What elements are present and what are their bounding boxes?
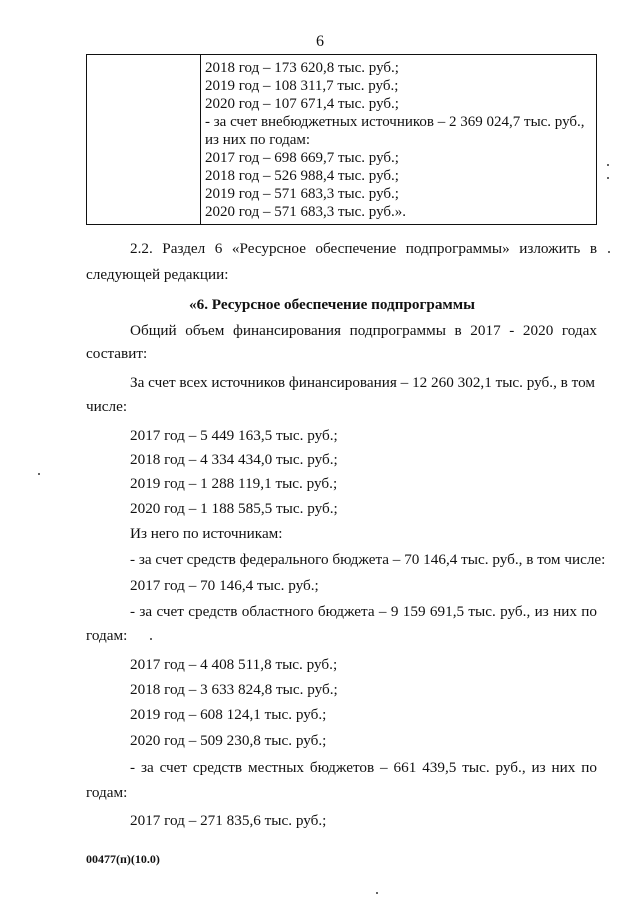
all-sources-line1: За счет всех источников финансирования – 12 260 302,1 тыс. руб., в том bbox=[130, 374, 595, 391]
funding-table bbox=[86, 54, 597, 225]
table-line: 2018 год – 526 988,4 тыс. руб.; bbox=[205, 168, 399, 184]
scan-speck bbox=[150, 638, 152, 640]
regional-budget-line2: годам: bbox=[86, 627, 128, 644]
local-budget-line2: годам: bbox=[86, 784, 128, 801]
intro-paragraph-line2: следующей редакции: bbox=[86, 266, 229, 283]
table-line: - за счет внебюджетных источников – 2 369 024,7 тыс. руб., bbox=[205, 114, 585, 130]
federal-budget-line: - за счет средств федерального бюджета – 70 146,4 тыс. руб., в том числе: bbox=[130, 551, 606, 568]
section-title: «6. Ресурсное обеспечение подпрограммы bbox=[189, 296, 475, 313]
table-line: 2020 год – 571 683,3 тыс. руб.». bbox=[205, 204, 407, 220]
by-sources-heading: Из него по источникам: bbox=[130, 525, 283, 542]
table-line: 2019 год – 108 311,7 тыс. руб.; bbox=[205, 78, 399, 94]
all-sources-line2: числе: bbox=[86, 398, 128, 415]
year-amount-line: 2019 год – 1 288 119,1 тыс. руб.; bbox=[130, 475, 338, 492]
year-amount-line: 2018 год – 3 633 824,8 тыс. руб.; bbox=[130, 681, 338, 698]
scan-speck bbox=[38, 473, 40, 475]
table-left-cell bbox=[87, 55, 201, 224]
year-amount-line: 2017 год – 271 835,6 тыс. руб.; bbox=[130, 812, 327, 829]
table-line: 2020 год – 107 671,4 тыс. руб.; bbox=[205, 96, 399, 112]
scan-speck bbox=[608, 251, 610, 253]
regional-budget-line1: - за счет средств областного бюджета – 9 159 691,5 тыс. руб., из них по bbox=[130, 603, 597, 620]
table-right-cell bbox=[205, 59, 597, 221]
table-line: 2018 год – 173 620,8 тыс. руб.; bbox=[205, 60, 399, 76]
table-line: 2019 год – 571 683,3 тыс. руб.; bbox=[205, 186, 399, 202]
table-line: 2017 год – 698 669,7 тыс. руб.; bbox=[205, 150, 399, 166]
year-amount-line: 2017 год – 4 408 511,8 тыс. руб.; bbox=[130, 656, 338, 673]
year-amount-line: 2017 год – 5 449 163,5 тыс. руб.; bbox=[130, 427, 338, 444]
page-number: 6 bbox=[316, 33, 324, 50]
total-funding-line2: составит: bbox=[86, 345, 148, 362]
year-amount-line: 2020 год – 1 188 585,5 тыс. руб.; bbox=[130, 500, 338, 517]
intro-paragraph-line1: 2.2. Раздел 6 «Ресурсное обеспечение подпрограммы» изложить в bbox=[130, 240, 597, 257]
local-budget-line1: - за счет средств местных бюджетов – 661 439,5 тыс. руб., из них по bbox=[130, 759, 597, 776]
scan-speck bbox=[376, 892, 378, 894]
year-amount-line: 2020 год – 509 230,8 тыс. руб.; bbox=[130, 732, 327, 749]
table-line: из них по годам: bbox=[205, 132, 311, 148]
year-amount-line: 2017 год – 70 146,4 тыс. руб.; bbox=[130, 577, 319, 594]
scan-speck bbox=[607, 177, 609, 179]
year-amount-line: 2018 год – 4 334 434,0 тыс. руб.; bbox=[130, 451, 338, 468]
document-code: 00477(п)(10.0) bbox=[86, 852, 160, 866]
year-amount-line: 2019 год – 608 124,1 тыс. руб.; bbox=[130, 706, 327, 723]
total-funding-line1: Общий объем финансирования подпрограммы в 2017 - 2020 годах bbox=[130, 322, 597, 339]
scan-speck bbox=[607, 164, 609, 166]
